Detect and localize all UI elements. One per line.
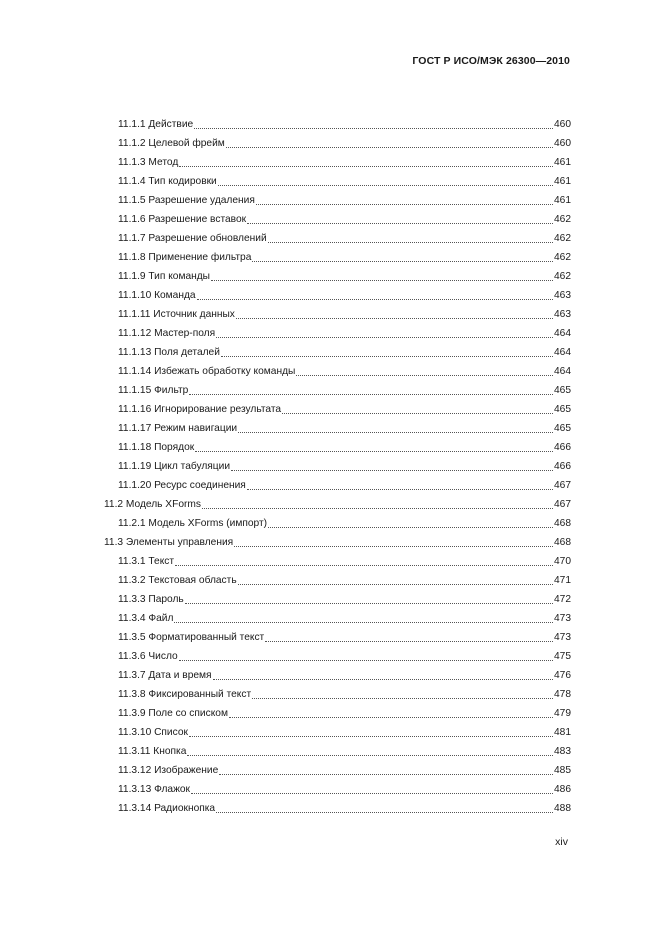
toc-entry (118, 628, 571, 647)
toc-entry-title: 11.1.7 Разрешение обновлений (118, 233, 267, 244)
toc-dot-leader (191, 793, 553, 794)
toc-entry-page: 468 (554, 537, 571, 548)
toc-entry-title: 11.1.18 Порядок (118, 442, 195, 453)
toc-entry (118, 799, 571, 818)
toc-entry-page: 475 (554, 651, 571, 662)
toc-dot-leader (252, 698, 553, 699)
toc-entry-page: 467 (554, 480, 571, 491)
toc-dot-leader (226, 147, 553, 148)
toc-entry-page: 466 (554, 442, 571, 453)
toc-dot-leader (231, 470, 553, 471)
toc-entry-title: 11.3 Элементы управления (104, 537, 234, 548)
toc-entry (118, 381, 571, 400)
toc-entry-title: 11.2 Модель XForms (104, 499, 201, 510)
toc-dot-leader (221, 356, 553, 357)
toc-entry (118, 172, 571, 191)
toc-entry (118, 761, 571, 780)
toc-entry-title: 11.2.1 Модель XForms (импорт) (118, 518, 268, 529)
toc-entry-title: 11.1.16 Игнорирование результата (118, 404, 282, 415)
toc-entry-title: 11.3.3 Пароль (118, 594, 184, 605)
toc-entry-title: 11.1.15 Фильтр (118, 385, 189, 396)
toc-entry-title: 11.3.14 Радиокнопка (118, 803, 216, 814)
toc-entry-page: 468 (554, 518, 571, 529)
toc-entry (118, 210, 571, 229)
toc-entry-title: 11.3.10 Список (118, 727, 188, 738)
toc-dot-leader (179, 166, 553, 167)
toc-dot-leader (236, 318, 553, 319)
toc-entry-title: 11.1.8 Применение фильтра (118, 252, 252, 263)
toc-entry-page: 479 (554, 708, 571, 719)
toc-entry-title: 11.1.10 Команда (118, 290, 196, 301)
toc-dot-leader (234, 546, 553, 547)
toc-dot-leader (265, 641, 553, 642)
toc-entry-title: 11.1.5 Разрешение удаления (118, 195, 255, 206)
toc-entry (118, 723, 571, 742)
toc-entry-page: 473 (554, 632, 571, 643)
toc-entry-title: 11.1.11 Источник данных (118, 309, 235, 320)
toc-entry (118, 153, 571, 172)
toc-entry-title: 11.1.13 Поля деталей (118, 347, 220, 358)
toc-entry (118, 419, 571, 438)
toc-entry-title: 11.1.14 Избежать обработку команды (118, 366, 296, 377)
toc-entry (118, 400, 571, 419)
toc-entry-title: 11.1.4 Тип кодировки (118, 176, 217, 187)
toc-dot-leader (213, 679, 553, 680)
toc-entry-title: 11.3.4 Файл (118, 613, 174, 624)
toc-dot-leader (195, 451, 553, 452)
toc-entry-title: 11.3.7 Дата и время (118, 670, 212, 681)
toc-entry (118, 609, 571, 628)
toc-entry-page: 460 (554, 119, 571, 130)
toc-entry-page: 473 (554, 613, 571, 624)
toc-entry (118, 115, 571, 134)
toc-dot-leader (189, 394, 553, 395)
toc-dot-leader (282, 413, 553, 414)
toc-dot-leader (247, 223, 553, 224)
toc-entry-page: 464 (554, 328, 571, 339)
toc-entry (118, 685, 571, 704)
toc-entry-page: 465 (554, 385, 571, 396)
toc-entry-page: 472 (554, 594, 571, 605)
toc-entry (118, 742, 571, 761)
toc-entry (118, 666, 571, 685)
toc-dot-leader (238, 432, 553, 433)
toc-entry (118, 305, 571, 324)
toc-dot-leader (268, 527, 553, 528)
toc-entry-page: 483 (554, 746, 571, 757)
toc-entry (118, 590, 571, 609)
toc-entry-page: 464 (554, 366, 571, 377)
toc-entry (118, 229, 571, 248)
toc-entry-page: 476 (554, 670, 571, 681)
toc-entry (118, 362, 571, 381)
toc-entry-page: 463 (554, 309, 571, 320)
toc-entry-page: 465 (554, 423, 571, 434)
toc-dot-leader (197, 299, 553, 300)
toc-entry (118, 343, 571, 362)
toc-entry-title: 11.1.3 Метод (118, 157, 179, 168)
toc-entry (118, 571, 571, 590)
toc-entry (118, 780, 571, 799)
toc-entry-page: 462 (554, 271, 571, 282)
toc-entry (118, 324, 571, 343)
toc-dot-leader (247, 489, 553, 490)
toc-entry (118, 248, 571, 267)
toc-entry-page: 461 (554, 195, 571, 206)
toc-entry-title: 11.1.1 Действие (118, 119, 194, 130)
toc-entry-page: 460 (554, 138, 571, 149)
toc-entry-title: 11.3.11 Кнопка (118, 746, 187, 757)
toc-entry-title: 11.1.20 Ресурс соединения (118, 480, 246, 491)
toc-dot-leader (216, 337, 553, 338)
toc-entry (118, 704, 571, 723)
toc-entry-title: 11.1.19 Цикл табуляции (118, 461, 231, 472)
toc-entry (118, 438, 571, 457)
toc-entry-page: 462 (554, 252, 571, 263)
toc-entry (118, 457, 571, 476)
toc-entry-page: 481 (554, 727, 571, 738)
toc-dot-leader (189, 736, 553, 737)
page-number: xiv (555, 836, 568, 848)
toc-entry-page: 478 (554, 689, 571, 700)
toc-dot-leader (211, 280, 553, 281)
toc-entry-page: 467 (554, 499, 571, 510)
toc-entry (104, 533, 571, 552)
toc-dot-leader (238, 584, 553, 585)
toc-entry-page: 462 (554, 233, 571, 244)
toc-entry-page: 486 (554, 784, 571, 795)
toc-entry-page: 461 (554, 176, 571, 187)
toc-entry-page: 485 (554, 765, 571, 776)
toc-entry-page: 464 (554, 347, 571, 358)
toc-entry-title: 11.3.6 Число (118, 651, 178, 662)
toc-entry-title: 11.3.5 Форматированный текст (118, 632, 265, 643)
toc-entry (118, 191, 571, 210)
toc-dot-leader (202, 508, 553, 509)
toc-dot-leader (296, 375, 553, 376)
toc-entry-title: 11.3.8 Фиксированный текст (118, 689, 252, 700)
toc-entry-title: 11.3.13 Флажок (118, 784, 191, 795)
toc-entry-page: 463 (554, 290, 571, 301)
toc-dot-leader (194, 128, 553, 129)
toc-entry-title: 11.1.9 Тип команды (118, 271, 211, 282)
toc-entry-title: 11.1.6 Разрешение вставок (118, 214, 247, 225)
toc-entry-title: 11.3.9 Поле со списком (118, 708, 228, 719)
toc-dot-leader (175, 565, 553, 566)
toc-entry-page: 471 (554, 575, 571, 586)
page-header-title: ГОСТ Р ИСО/МЭК 26300—2010 (412, 55, 570, 67)
toc-entry-page: 488 (554, 803, 571, 814)
toc-entry (118, 476, 571, 495)
toc-entry-page: 462 (554, 214, 571, 225)
toc-entry-page: 465 (554, 404, 571, 415)
toc-entry (118, 286, 571, 305)
toc-entry-page: 466 (554, 461, 571, 472)
toc-dot-leader (216, 812, 553, 813)
toc-entry-title: 11.3.1 Текст (118, 556, 175, 567)
toc-dot-leader (179, 660, 553, 661)
toc-entry (118, 514, 571, 533)
toc-dot-leader (219, 774, 553, 775)
toc-dot-leader (174, 622, 553, 623)
toc-dot-leader (187, 755, 553, 756)
toc-entry-page: 461 (554, 157, 571, 168)
toc-entry-title: 11.1.12 Мастер-поля (118, 328, 216, 339)
toc-entry-title: 11.3.2 Текстовая область (118, 575, 237, 586)
toc-entry-title: 11.3.12 Изображение (118, 765, 219, 776)
toc-dot-leader (256, 204, 553, 205)
toc-entry (118, 647, 571, 666)
toc-entry (118, 267, 571, 286)
toc-dot-leader (252, 261, 553, 262)
toc-dot-leader (268, 242, 553, 243)
toc-entry-title: 11.1.2 Целевой фрейм (118, 138, 225, 149)
toc-entry-page: 470 (554, 556, 571, 567)
toc-entry-title: 11.1.17 Режим навигации (118, 423, 238, 434)
toc-dot-leader (218, 185, 553, 186)
toc-entry (118, 552, 571, 571)
toc-dot-leader (185, 603, 553, 604)
toc-dot-leader (229, 717, 553, 718)
toc-entry (118, 134, 571, 153)
toc-entry (104, 495, 571, 514)
